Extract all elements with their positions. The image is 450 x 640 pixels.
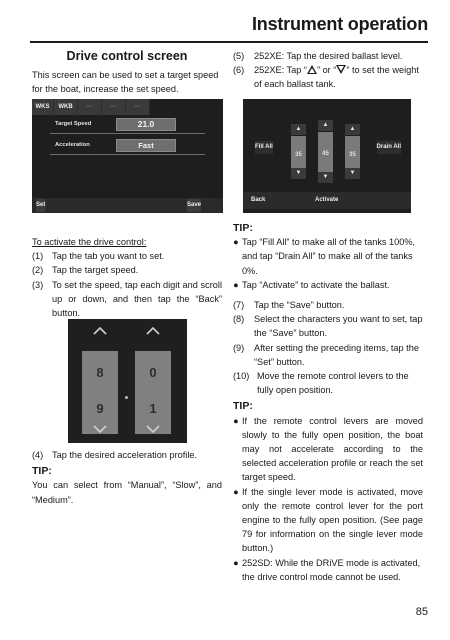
tank-1-level: 35 bbox=[291, 136, 306, 174]
step-number: (4) bbox=[32, 450, 44, 460]
set-button[interactable]: Set bbox=[36, 199, 45, 212]
tank-1-down-button[interactable]: ▼ bbox=[291, 168, 306, 179]
tank-1-up-button[interactable]: ▲ bbox=[291, 124, 306, 135]
save-button[interactable]: Save bbox=[187, 199, 201, 212]
tab-wkb[interactable]: WKB bbox=[54, 99, 78, 115]
tab-empty[interactable]: --- bbox=[78, 99, 102, 115]
step-text: Select the characters you want to set, tap the “Save” button. bbox=[254, 314, 423, 339]
chevron-up-icon[interactable] bbox=[146, 327, 160, 335]
step-text: 252XE: Tap the desired ballast level. bbox=[254, 51, 403, 61]
tip-bullet-text: Tap “Activate” to activate the ballast. bbox=[242, 279, 390, 290]
tip-text: You can select from “Manual”, “Slow”, and “Medium”. bbox=[32, 480, 222, 505]
tank-3-level: 35 bbox=[345, 136, 360, 174]
step-text: After setting the preceding items, tap the “Set” button. bbox=[254, 342, 419, 367]
tip-bullet-text: If the single lever mode is activated, move only the remote control lever for the port engine to the fully open position. (See page 79 for information on the single lever mode button.) bbox=[242, 486, 423, 554]
decimal-point bbox=[125, 396, 128, 399]
right-column-body bbox=[233, 221, 423, 584]
tip-bullet: ● If the remote control levers are moved slowly to the fully open position, the boat may not accelerate according to the selected acceleration profile or reach the set target speed. bbox=[233, 414, 423, 485]
page-title: Instrument operation bbox=[251, 14, 428, 34]
tab-bar bbox=[32, 99, 223, 115]
step-text: Tap the “Save” button. bbox=[254, 300, 345, 311]
drive-control-screen bbox=[32, 99, 223, 213]
header-rule bbox=[30, 41, 428, 43]
acceleration-field[interactable]: Fast bbox=[116, 139, 176, 152]
digit-value: 0 bbox=[149, 365, 157, 380]
tip-bullet-text: Tap “Fill All” to make all of the tanks 100%, and tap “Drain All” to make all of the tanks 0%. bbox=[242, 237, 416, 276]
step-text: Tap the target speed. bbox=[52, 265, 139, 276]
step-number: (9) bbox=[233, 342, 245, 353]
step-number: (1) bbox=[32, 251, 44, 262]
step-text: To set the speed, tap each digit and scroll up or down, and then tap the “Back” button. bbox=[52, 279, 222, 319]
acceleration-label: Acceleration bbox=[55, 142, 90, 148]
step-7 bbox=[233, 298, 423, 312]
digit-column-2[interactable] bbox=[135, 351, 171, 434]
tip-bullet-text: 252SD: While the DRiVE mode is activated, the drive control mode cannot be used. bbox=[242, 557, 421, 582]
chevron-up-icon[interactable] bbox=[93, 327, 107, 335]
row-divider bbox=[50, 133, 205, 134]
step4-and-tip bbox=[32, 448, 222, 507]
step-6 bbox=[233, 63, 423, 91]
target-speed-field[interactable]: 21.0 bbox=[116, 118, 176, 131]
step-text-part: ” to set the weight of each ballast tank. bbox=[254, 65, 419, 90]
digit-scroll-screen bbox=[68, 319, 187, 443]
intro-paragraph: This screen can be used to set a target speed for the boat, increase the set speed. bbox=[32, 70, 219, 95]
step-2 bbox=[32, 263, 222, 277]
step-text: Move the remote control levers to the fully open position. bbox=[257, 371, 409, 396]
step-10 bbox=[233, 369, 423, 397]
tip-bullet-text: If the remote control levers are moved slowly to the fully open position, the boat may not accelerate according to the selected acceleration profile or reach the set target speed. bbox=[242, 415, 423, 483]
page-number: 85 bbox=[415, 606, 428, 618]
step-text-part: ” or “ bbox=[316, 65, 337, 75]
digit-value: 8 bbox=[96, 365, 104, 380]
step-3 bbox=[32, 278, 222, 321]
section-title: Drive control screen bbox=[66, 49, 188, 63]
tab-wks[interactable]: WKS bbox=[32, 99, 54, 115]
step-number: (7) bbox=[233, 300, 245, 311]
digit-column-1[interactable] bbox=[82, 351, 118, 434]
step-8 bbox=[233, 312, 423, 340]
ballast-screen bbox=[243, 99, 411, 213]
step-5 bbox=[233, 49, 423, 63]
tip-heading: TIP: bbox=[233, 222, 253, 234]
tank-2-up-button[interactable]: ▲ bbox=[318, 120, 333, 131]
tip-heading: TIP: bbox=[233, 400, 253, 413]
tank-3-down-button[interactable]: ▼ bbox=[345, 168, 360, 179]
step-text bbox=[254, 63, 423, 91]
step-4 bbox=[32, 448, 222, 462]
tank-3-up-button[interactable]: ▲ bbox=[345, 124, 360, 135]
chevron-down-icon[interactable] bbox=[146, 425, 160, 433]
tank-2-down-button[interactable]: ▼ bbox=[318, 172, 333, 183]
howto-section bbox=[32, 235, 222, 320]
digit-value: 9 bbox=[96, 401, 104, 416]
howto-heading: To activate the drive control: bbox=[32, 237, 147, 247]
step-number: (10) bbox=[233, 371, 250, 382]
step-1 bbox=[32, 249, 222, 263]
step-number: (2) bbox=[32, 265, 44, 276]
activate-button[interactable]: Activate bbox=[315, 197, 339, 203]
chevron-down-icon[interactable] bbox=[93, 425, 107, 433]
step-text: Tap the tab you want to set. bbox=[52, 251, 165, 262]
digit-value: 1 bbox=[149, 401, 157, 416]
triangle-down-icon bbox=[336, 65, 346, 74]
step-number: (8) bbox=[233, 314, 245, 325]
drain-all-button[interactable]: Drain All bbox=[377, 141, 401, 154]
step-number: (6) bbox=[233, 65, 245, 75]
tank-2-level: 45 bbox=[318, 132, 333, 176]
triangle-up-icon bbox=[307, 65, 317, 74]
step-text-part: 252XE: Tap “ bbox=[254, 65, 307, 75]
row-divider bbox=[50, 154, 205, 155]
tip-bullet: ● 252SD: While the DRiVE mode is activated, the drive control mode cannot be used. bbox=[233, 556, 423, 584]
tip-bullet: ● If the single lever mode is activated, move only the remote control lever for the port engine to the fully open position. (See page 79 for information on the single lever mode button.) bbox=[233, 485, 423, 556]
step-number: (3) bbox=[32, 279, 44, 290]
tip-bullet: ● Tap “Activate” to activate the ballast. bbox=[233, 278, 423, 292]
target-speed-label: Target Speed bbox=[55, 121, 92, 127]
tab-empty[interactable]: --- bbox=[102, 99, 126, 115]
tip-heading: TIP: bbox=[32, 465, 52, 478]
fill-all-button[interactable]: Fill All bbox=[255, 141, 273, 154]
tab-empty[interactable]: --- bbox=[126, 99, 150, 115]
tip-bullet: ● Tap “Fill All” to make all of the tanks 100%, and tap “Drain All” to make all of the tanks 0%. bbox=[233, 235, 423, 278]
back-button[interactable]: Back bbox=[251, 197, 266, 203]
page-header bbox=[0, 0, 450, 44]
step-text: Tap the desired acceleration profile. bbox=[52, 450, 198, 460]
step-number: (5) bbox=[233, 51, 245, 61]
step-9 bbox=[233, 341, 423, 369]
